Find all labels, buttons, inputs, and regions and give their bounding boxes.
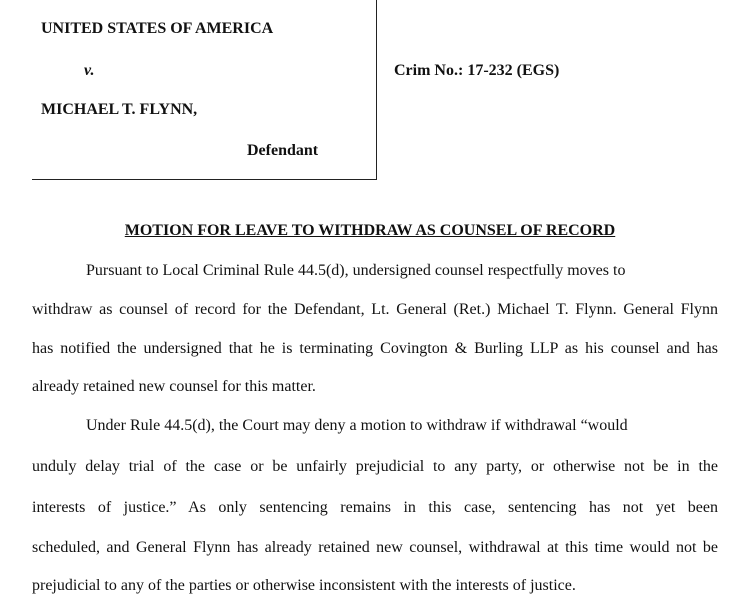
paragraph-line: Under Rule 44.5(d), the Court may deny a motion to withdraw if withdrawal “would [86, 417, 628, 434]
paragraph-line: unduly delay trial of the case or be unfairly prejudicial to any party, or otherwise not be in the [32, 458, 718, 475]
defendant-role: Defendant [247, 142, 319, 159]
defendant-name: MICHAEL T. FLYNN, [41, 101, 198, 118]
paragraph-line: already retained new counsel for this matter. [32, 378, 316, 395]
versus-label: v. [84, 62, 95, 79]
paragraph-line: has notified the undersigned that he is terminating Covington & Burling LLP as his counsel and has [32, 340, 718, 357]
paragraph-line: interests of justice.” As only sentencing remains in this case, sentencing has not yet been [32, 499, 718, 516]
paragraph-line: prejudicial to any of the parties or otherwise inconsistent with the interests of justice. [32, 577, 576, 594]
plaintiff-name: UNITED STATES OF AMERICA [41, 20, 274, 37]
case-number: Crim No.: 17-232 (EGS) [394, 62, 560, 79]
motion-title: MOTION FOR LEAVE TO WITHDRAW AS COUNSEL OF RECORD [124, 222, 616, 239]
paragraph-line: scheduled, and General Flynn has already retained new counsel, withdrawal at this time would not be [32, 539, 718, 556]
paragraph-line: Pursuant to Local Criminal Rule 44.5(d), undersigned counsel respectfully moves to [86, 262, 626, 279]
paragraph-line: withdraw as counsel of record for the Defendant, Lt. General (Ret.) Michael T. Flynn. General Flynn [32, 301, 718, 318]
